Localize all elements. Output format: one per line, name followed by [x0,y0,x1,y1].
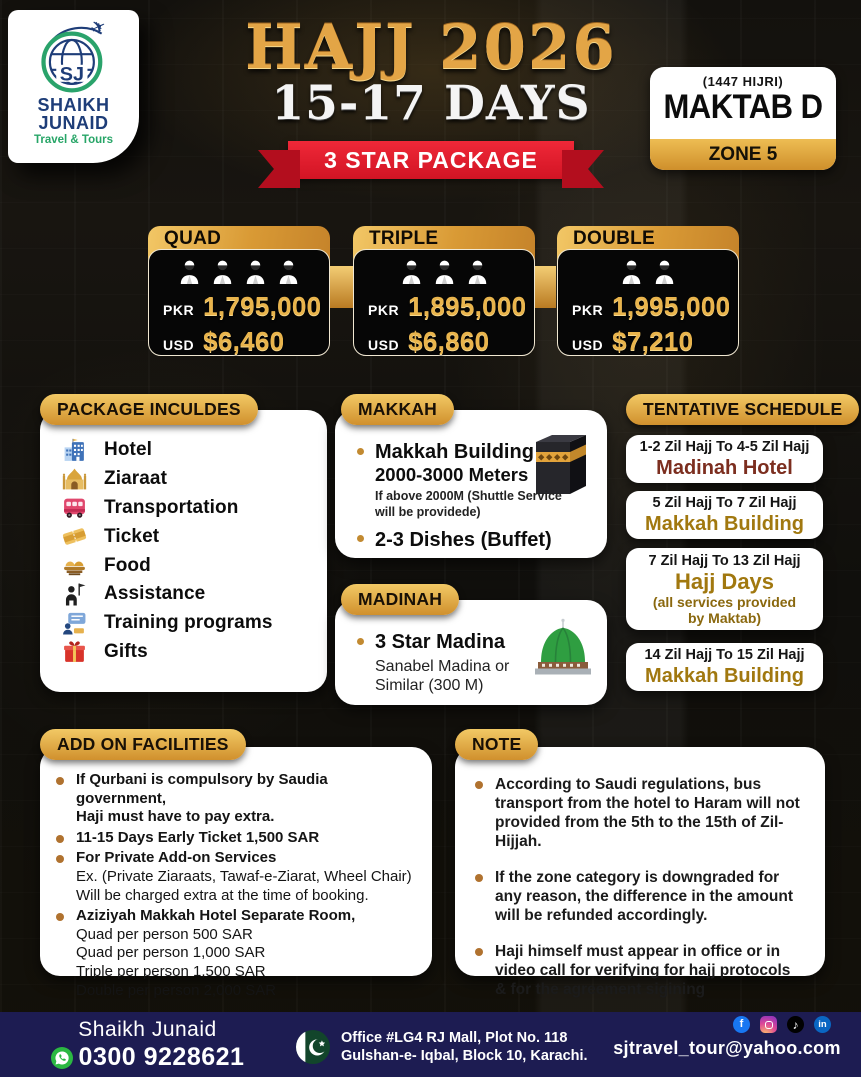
addon-line: Triple per person 1,500 SAR [76,962,266,980]
addon-line: If Qurbani is compulsory by Saudia government, [76,771,328,807]
list-item [62,465,317,494]
list-item [62,638,317,667]
brand-name-line2: JUNAID [38,113,109,133]
section-title-schedule: TENTATIVE SCHEDULE [626,394,859,425]
schedule-dates: 1-2 Zil Hajj To 4-5 Zil Hajj [639,439,810,455]
list-item [62,609,317,638]
price-card-body [353,249,535,356]
addon-line: Double per person 2,000 SAR [76,981,277,999]
persons-row [177,257,301,285]
price-card-body [148,249,330,356]
usd-row [558,326,738,357]
pilgrim-icon [652,257,677,285]
madinah-sub-line1: Sanabel Madina or [375,658,510,675]
pilgrim-icon [276,257,301,285]
addon-line: Quad per person 500 SAR [76,925,253,943]
persons-row [399,257,490,285]
schedule-place: Hajj Days [674,568,775,594]
addon-bullet [40,829,418,848]
schedule-note-line1: (all services provided [652,593,797,610]
pilgrim-icon [619,257,644,285]
makkah-building-line: Makkah Building [375,441,534,463]
pilgrim-icon [432,257,457,285]
schedule-entry [626,435,823,483]
bullet-dot [56,913,64,921]
schedule-dates: 5 Zil Hajj To 7 Zil Hajj [652,495,797,511]
pilgrim-icon [243,257,268,285]
page-title: HAJJ 2026 [245,12,617,83]
note-bullet [459,868,813,925]
list-item [62,580,317,609]
facebook-icon[interactable]: f [733,1016,750,1033]
header [150,12,712,131]
madinah-sub-line2: Similar (300 M) [375,677,484,694]
footer-contact [50,1018,245,1072]
makkah-meters-line: 2000-3000 Meters [375,464,529,485]
item-label: Training programs [104,612,273,634]
item-label: Assistance [104,583,206,605]
pkr-amount: 1,795,000 [203,291,322,321]
zone-badge: ZONE 5 [650,139,836,170]
globe-plane-icon [35,18,113,96]
shuttle-note-line1: If above 2000M (Shuttle Service [375,489,562,503]
pilgrim-icon [465,257,490,285]
item-label: Ziaraat [104,468,168,490]
training-icon [62,611,87,636]
addon-line: Aziziyah Makkah Hotel Separate Room, [76,907,356,925]
bullet-dot [56,855,64,863]
usd-amount: $6,860 [408,326,490,356]
price-card-triple [353,226,535,356]
addon-bullet [40,771,418,827]
price-card-label: DOUBLE [557,226,739,268]
email-address[interactable]: sjtravel_tour@yahoo.com [613,1038,841,1058]
pakistan-flag-icon [296,1030,330,1064]
tiktok-icon[interactable]: ♪ [787,1016,804,1033]
currency-label: USD [368,337,400,353]
note-bullet [459,775,813,851]
hotel-icon [62,438,87,463]
pkr-row [354,291,534,322]
instagram-icon[interactable] [760,1016,777,1033]
ribbon-label: 3 STAR PACKAGE [324,146,538,173]
brand-name-line1: SHAIKH [37,95,110,115]
schedule-entry [626,643,823,691]
schedule-place: Makkah Building [645,513,804,535]
section-title-note: NOTE [455,729,538,760]
list-item [62,436,317,465]
bus-icon [62,495,87,520]
schedule-place: Madinah Hotel [656,457,793,479]
usd-amount: $7,210 [612,326,694,356]
usd-amount: $6,460 [203,326,285,356]
currency-label: USD [572,337,604,353]
footer-bar [0,1012,861,1077]
schedule-dates: 14 Zil Hajj To 15 Zil Hajj [644,647,805,663]
bullet-dot [56,835,64,843]
addon-line: Will be charged extra at the time of booking. [76,886,369,904]
contact-name: Shaikh Junaid [78,1018,217,1041]
section-title-madinah: MADINAH [341,584,459,615]
footer-online [611,1016,843,1059]
pilgrim-icon [210,257,235,285]
pkr-amount: 1,895,000 [408,291,527,321]
list-item [62,522,317,551]
usd-row [354,326,534,357]
schedule-dates: 7 Zil Hajj To 13 Zil Hajj [648,552,801,569]
addon-line: Ex. (Private Ziaraats, Tawaf-e-Ziarat, Wheel Chair) [76,867,412,885]
madinah-hotel-line: 3 Star Madina [375,631,506,653]
item-label: Ticket [104,525,160,547]
food-icon [62,553,87,578]
address-line1: Office #LG4 RJ Mall, Plot No. 118 [341,1030,568,1046]
item-label: Food [104,554,151,576]
currency-label: PKR [163,302,195,318]
note-line: According to Saudi regulations, bus transport from the hotel to Haram will not provided from the 5th to the 15th of Zil-Hijjah. [495,776,800,850]
item-label: Hotel [104,439,152,461]
days-subtitle: 15-17 DAYS [271,76,591,131]
schedule-entry [626,491,823,539]
persons-row [619,257,677,285]
list-item [62,494,317,523]
bullet-dot [475,948,483,956]
note-line: Haji himself must appear in office or in video call for verifying for hajj protocols & for the agreement sigining [495,943,791,998]
addon-bullet [40,907,418,1000]
linkedin-icon[interactable]: in [814,1016,831,1033]
list-item [62,551,317,580]
package-includes-card [40,410,327,692]
mosque-icon [62,467,87,492]
note-card [455,747,825,998]
bullet-dot [475,781,483,789]
makkah-card [335,410,607,558]
footer-address [296,1029,588,1065]
price-card-label: TRIPLE [353,226,535,268]
bullet-dot [357,535,364,542]
pkr-row [149,291,329,322]
schedule-entry [626,548,823,630]
whatsapp-icon[interactable] [51,1047,73,1069]
section-title-package-includes: PACKAGE INCULDES [40,394,258,425]
bullet-dot [357,638,364,645]
item-label: Transportation [104,496,239,518]
shuttle-note-line2: will be providede) [375,504,481,519]
note-line: If the zone category is downgraded for any reason, the difference in the amount will be refunded accordingly. [495,869,794,924]
maktab-name: MAKTAB D [663,86,823,126]
brand-logo-card [8,10,139,163]
assistance-icon [62,582,87,607]
social-icons-row [733,1016,831,1033]
addon-line: Quad per person 1,000 SAR [76,944,266,962]
item-label: Gifts [104,640,148,662]
ribbon-fold-left [258,150,300,188]
note-bullet [459,942,813,999]
addons-card [40,747,432,999]
addon-line: Haji must have to pay extra. [76,808,275,826]
maktab-card [650,67,836,170]
usd-row [149,326,329,357]
pilgrim-icon [399,257,424,285]
pkr-row [558,291,738,322]
addon-bullet [40,849,418,905]
package-ribbon [288,141,574,179]
currency-label: PKR [572,302,604,318]
price-card-body [557,249,739,356]
addon-line: 11-15 Days Early Ticket 1,500 SAR [76,828,320,846]
schedule-note-line2: by Maktab) [687,610,762,626]
currency-label: PKR [368,302,400,318]
address-line2: Gulshan-e- Iqbal, Block 10, Karachi. [341,1048,588,1064]
addon-line: For Private Add-on Services [76,849,277,867]
price-card-label: QUAD [148,226,330,268]
bullet-dot [56,777,64,785]
ticket-icon [62,524,87,549]
section-title-makkah: MAKKAH [341,394,454,425]
section-title-addons: ADD ON FACILITIES [40,729,246,760]
brand-tagline: Travel & Tours [33,134,114,146]
pilgrim-icon [177,257,202,285]
dishes-line: 2-3 Dishes (Buffet) [375,529,552,551]
hijri-year: (1447 HIJRI) [702,74,784,89]
madinah-card [335,600,607,705]
makkah-content [335,410,607,552]
currency-label: USD [163,337,195,353]
phone-row[interactable] [51,1043,245,1072]
price-card-quad [148,226,330,356]
phone-number[interactable]: 0300 9228621 [78,1043,245,1071]
ribbon-fold-right [562,150,604,188]
gift-icon [62,639,87,664]
price-card-double [557,226,739,356]
bullet-dot [475,874,483,882]
schedule-place: Makkah Building [645,665,804,687]
bullet-dot [357,448,364,455]
pkr-amount: 1,995,000 [612,291,731,321]
package-includes-list [40,410,327,666]
